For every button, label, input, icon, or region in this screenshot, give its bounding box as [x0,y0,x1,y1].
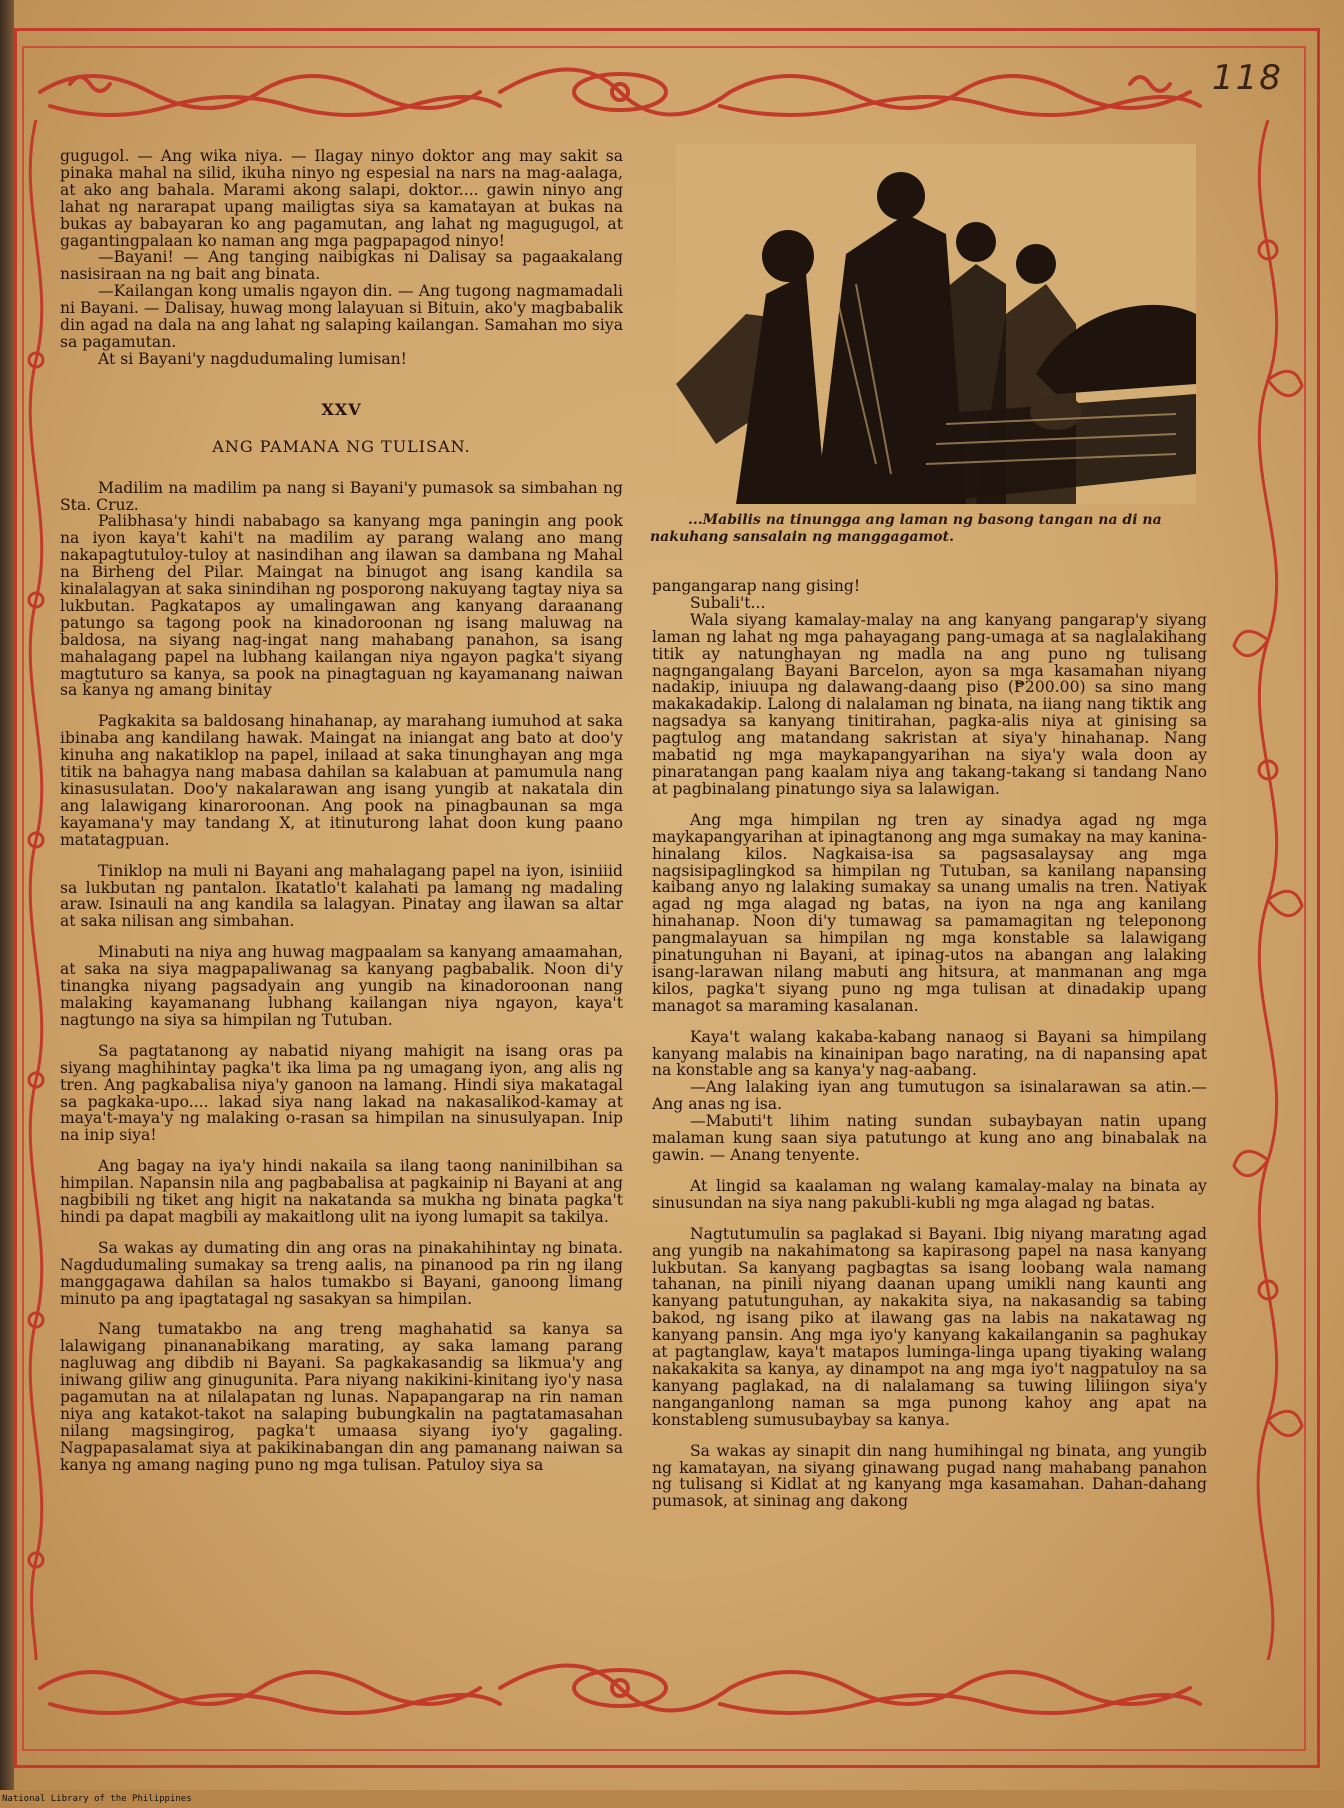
paragraph: Sa wakas ay dumating din ang oras na pinakahihintay ng binata. Nagdudumaling sumakay sa treng aalis, na pinanood pa rin ng ilang manggagawa dahilan sa halos tumakbo si Bayani, ganoong limang minuto pa ang ipagtatagal ng sasakyan sa himpilan. [60,1238,623,1308]
bottom-ornament [30,1648,1210,1728]
paragraph: Sa pagtatanong ay nabatid niyang mahigit na isang oras pa siyang maghihintay pagka't ika lima pa ng umagang iyon, ang alis ng tren. Ang pagkabalisa niya'y ganoon na lamang. Hindi siya makatagal sa pagkaka-upo.... lakad siya nang lakad na nakasalikod-kamay at maya't-maya'y ng malaking o-rasan sa himpilan na sinusulyapan. Inip na inip siya! [60,1041,623,1145]
paragraph: Nagtutumulin sa paglakad si Bayani. Ibig niyang maratıng agad ang yungib na nakahimatong sa kapirasong papel na nasa kanyang lukbutan. Sa kanyang pagbagtas sa isang loobang wala namang tahanan, na pinili niyang daanan upang umikli nang kaunti ang kanyang patutunguhan, ay nakakita siya, na nakasandig sa tabing bakod, ng isang piko at ilawang gas na labis na nakatawag ng kanyang pansin. Ang mga iyo'y kanyang kakailanganin sa paghukay at pagtanglaw, kaya't matapos luminga-linga upang tiyaking walang nakakakita sa kanya, ay dinampot na ang mga iyo't nagpatuloy na sa kanyang paglakad, na di nalalamang sa tuwing liliingon siya'y nanganganlong naman sa mga punong kahoy ang apat na konstableng sumusubaybay sa kanya. [652,1224,1207,1429]
paragraph: At lingid sa kaalaman ng walang kamalay-malay na binata ay sinusundan na siya nang pakubli-kubli ng mga alagad ng batas. [652,1176,1207,1212]
paragraph: Subali't... [690,593,766,612]
page-number: 118 [1212,58,1283,98]
chapter-number: XXV [321,399,362,419]
left-text-column [60,148,623,1474]
right-vine-ornament [1228,120,1308,1660]
paragraph: —Kailangan kong umalis ngayon din. — Ang tugong nagmamadali ni Bayani. — Dalisay, huwag mong lalayuan si Bituin, ako'y magbabalik din agad na dala na ang lahat ng salaping kailangan. Samahan mo siya sa pagamutan. [60,282,623,351]
illustration-drawing [676,144,1196,504]
left-vine-ornament [16,120,56,1660]
library-credit: National Library of the Philippines [2,1794,192,1804]
paragraph: Nang tumatakbo na ang treng maghahatid sa kanya sa lalawigang pinananabikang marating, ay saka lamang parang nagluwag ang dibdib ni Bayani. Sa pagkakasandig sa likmua'y ang iniwang giliw ang ginugunita. Para niyang nakikini-kinitang iyo'y nasa pagamutan na at nilalapatan ng lunas. Napapangarap na rin naman niya ang katakot-takot na salaping bubungkalin na pagtatamasahan nilang magsingirog, pagka't umaasa siyang iyo'y gagaling. Nagpapasalamat siya at pakikinabangan din ang pamanang naiwan sa kanya ng amang naging puno ng mga tulisan. Patuloy siya sa [60,1320,623,1474]
story-illustration [676,144,1196,504]
paragraph: Wala siyang kamalay-malay na ang kanyang pangarap'y siyang laman ng lahat ng mga pahayagang pang-umaga at sa naglalakihang titik ay natunghayan ng madla na ang puno ng tulisang nagngangalang Bayani Barcelon, ayon sa mga kasamahan niyang nadakip, iniuupa ng dalawang-daang piso (₱200.00) sa sino mang makakadakip. Lalong di nalalaman ng binata, na iiang nang tiktik ang nagsadya sa kanyang tinitirahan, pagka-alis niya at ginising sa pagtulog ang matandang sakristan at siya'y hinahanap. Nang mabatid ng mga maykapangyarihan na siya'y wala doon ay pinaratangan pang kaalam niya ang takang-takang si tandang Nano at pagbinalang pinatungo siya sa lalawigan. [652,610,1207,798]
top-ornament [30,54,1210,130]
binding-edge [0,0,14,1790]
paragraph: Ang mga himpilan ng tren ay sinadya agad ng mga maykapangyarihan at ipinagtanong ang mga sumakay na may kanina-hinalang kilos. Nagkaisa-isa sa pagsasalaysay ang mga nagsisipaglingkod sa himpilan ng Tutuban, sa kanilang napansing kaibang anyo ng lalaking sumakay sa unang umalis na tren. Natiyak agad ng mga alagad ng batas, na iyon na nga ang kanilang hinahanap. Noon di'y tumawag sa pamamagitan ng teleponong pangmalayuan sa himpilan ng mga konstable sa lalawigang pinatunguhan ni Bayani, at ipinag-utos na abangan ang lalaking isang-larawan nilang mabuti ang hitsura, at manmanan ang mga kilos, pagka't siyang puno ng mga tulisan at dinadakip upang managot sa maraming kasalanan. [652,810,1207,1015]
right-text-column [652,578,1207,1510]
illustration-caption: ...Mabilis na tinungga ang laman ng basong tangan na di na nakuhang sansalain ng manggagamot. [650,512,1162,545]
paragraph: gugugol. — Ang wika niya. — Ilagay ninyo doktor ang may sakit sa pinaka mahal na silid, ikuha ninyo ng espesial na nars na mag-aalaga, at ako ang bahala. Marami akong salapi, doktor.... gawin ninyo ang lahat ng nararapat upang mailigtas siya sa kamatayan at bukas na bukas ay babayaran ko ang pagamutan, ang lahat ng magugugol, at gagantingpalaan ko naman ang mga pagpapagod ninyo! [60,147,623,250]
paragraph: Kaya't walang kakaba-kabang nanaog si Bayani sa himpilang kanyang malabis na kinainipan bago narating, na di napansing apat na konstable ang sa kanya'y nag-aabang. [652,1027,1207,1080]
chapter-title: ANG PAMANA NG TULISAN. [212,436,471,456]
paragraph: Ang bagay na iya'y hindi nakaila sa ilang taong naninilbihan sa himpilan. Napansin nila ang pagbabalisa at pagkainip ni Bayani at ang nagbibili ng tiket ang higit na nakatanda sa mukha ng binata pagka't hindi pa dapat magbili ay makaitlong ulit na iyong lumapit sa takilya. [60,1157,623,1226]
paragraph: Pagkakita sa baldosang hinahanap, ay marahang iumuhod at saka ibinaba ang kandilang hawak. Maingat na iniangat ang bato at doo'y kinuha ang nakatiklop na papel, inilaad at saka tinunghayan ang mga titik na bahagya nang mabasa dahilan sa kalabuan at pamumula nang kinasusulatan. Doo'y nakalarawan ang isang yungib at nakatala din ang lalawigang kinaroroonan. Ang pook na pinagbaunan sa mga kayamana'y may tandang X, at itinuturong lahat doon kung paano matatagpuan. [60,712,623,849]
paragraph: —Ang lalaking iyan ang tumutugon sa isinalarawan sa atin.— Ang anas ng isa. [652,1078,1207,1114]
paragraph: Tiniklop na muli ni Bayani ang mahalagang papel na iyon, isiniiid sa lukbutan ng pantalon. Ikatatlo't kalahati pa lamang ng madaling araw. Isinauli na ang kandila sa lalagyan. Pinatay ang ilawan sa altar at saka nilisan ang simbahan. [60,861,623,931]
paragraph: —Mabuti't lihim nating sundan subaybayan natin upang malaman kung saan siya patutungo at kung ano ang binabalak na gawin. — Anang tenyente. [652,1112,1207,1164]
paragraph: Palibhasa'y hindi nababago sa kanyang mga paningin ang pook na iyon kaya't kahi't na madilim ay parang walang ano mang nakapagtutuloy-tuloy at nasindihan ang ilawan sa dambana ng Mahal na Birheng del Pilar. Maingat na binugot ang isang kandila sa kinalalagyan at saka sinindihan ng posporong nakuyang tagtay niya sa lukbutan. Pagkatapos ay umalingawan ang kanyang daraanang patungo sa tagong pook na kinadoroonan ng isang maluwag na baldosa, na siyang nag-ingat nang mahabang panahon, sa isang mahalagang papel na lubhang kailangan niya ngayon pagka't siyang magtuturo sa kanya, sa pook na pinagtaguan ng kayamanang naiwan sa kanya ng amang binitay [60,512,623,700]
paragraph: pangangarap nang gising! [652,577,861,595]
paragraph: At si Bayani'y nagdudumaling lumisan! [98,349,407,368]
paragraph: Sa wakas ay sinapit din nang humihingal ng binata, ang yungib ng kamatayan, na siyang ginawang pugad nang mahabang panahon ng tulisang si Kidlat at ng kanyang mga kasamahan. Dahan-dahang pumasok, at sininag ang dakong [652,1441,1207,1511]
paragraph: Madilim na madilim pa nang si Bayani'y pumasok sa simbahan ng Sta. Cruz. [60,478,623,514]
paragraph: Minabuti na niya ang huwag magpaalam sa kanyang amaamahan, at saka na siya magpapaliwanag sa kanyang pagbabalik. Noon di'y tinangka niyang pagsadyain ang yungib na kinadoroonan nang malaking kayamanang lubhang kailangan niya ngayon, kaya't nagtungo na siya sa himpilan ng Tutuban. [60,943,623,1029]
paragraph: —Bayani! — Ang tanging naibigkas ni Dalisay sa pagaakalang nasisiraan na ng bait ang binata. [60,248,623,284]
